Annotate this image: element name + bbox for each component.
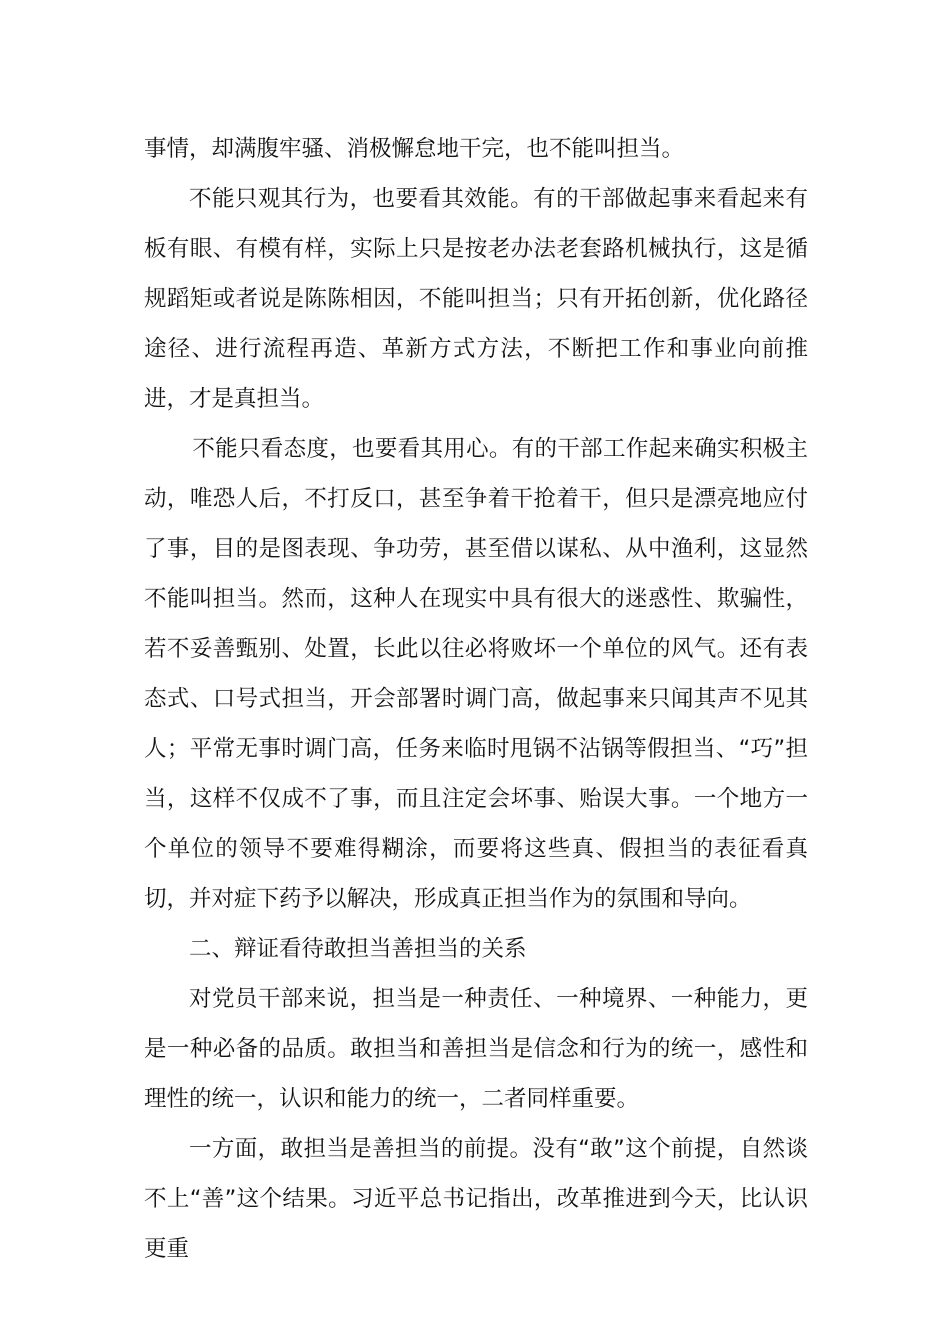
paragraph-efficiency: 不能只观其行为，也要看其效能。有的干部做起事来看起来有板有眼、有模有样，实际上只是按老办法老套路机械执行，这是循规蹈矩或者说是陈陈相因，不能叫担当；只有开拓创新，优化路径途径、进行流程再造、革新方式方法，不断把工作和事业向前推进，才是真担当。 — [144, 186, 808, 412]
paragraph-intention: 不能只看态度，也要看其用心。有的干部工作起来确实积极主动，唯恐人后，不打反口，甚至争着干抢着干，但只是漂亮地应付了事，目的是图表现、争功劳，甚至借以谋私、从中渔利，这显然不能叫担当。然而，这种人在现实中具有很大的迷惑性、欺骗性，若不妥善甄别、处置，长此以往必将败坏一个单位的风气。还有表态式、口号式担当，开会部署时调门高，做起事来只闻其声不见其人；平常无事时调门高，任务来临时甩锅不沾锅等假担当、“巧”担当，这样不仅成不了事，而且注定会坏事、贻误大事。一个地方一个单位的领导不要难得糊涂，而要将这些真、假担当的表征看真切，并对症下药予以解决，形成真正担当作为的氛围和导向。 — [144, 436, 808, 912]
section-heading: 二、辩证看待敢担当善担当的关系 — [189, 936, 527, 962]
document-body — [144, 124, 808, 1274]
paragraph-continuation: 事情，却满腹牢骚、消极懈怠地干完，也不能叫担当。 — [144, 136, 685, 162]
paragraph-responsibility: 对党员干部来说，担当是一种责任、一种境界、一种能力，更是一种必备的品质。敢担当和善担当是信念和行为的统一，感性和理性的统一，认识和能力的统一，二者同样重要。 — [144, 986, 808, 1112]
paragraph-premise: 一方面，敢担当是善担当的前提。没有“敢”这个前提，自然谈不上“善”这个结果。习近平总书记指出，改革推进到今天，比认识更重 — [144, 1136, 808, 1262]
